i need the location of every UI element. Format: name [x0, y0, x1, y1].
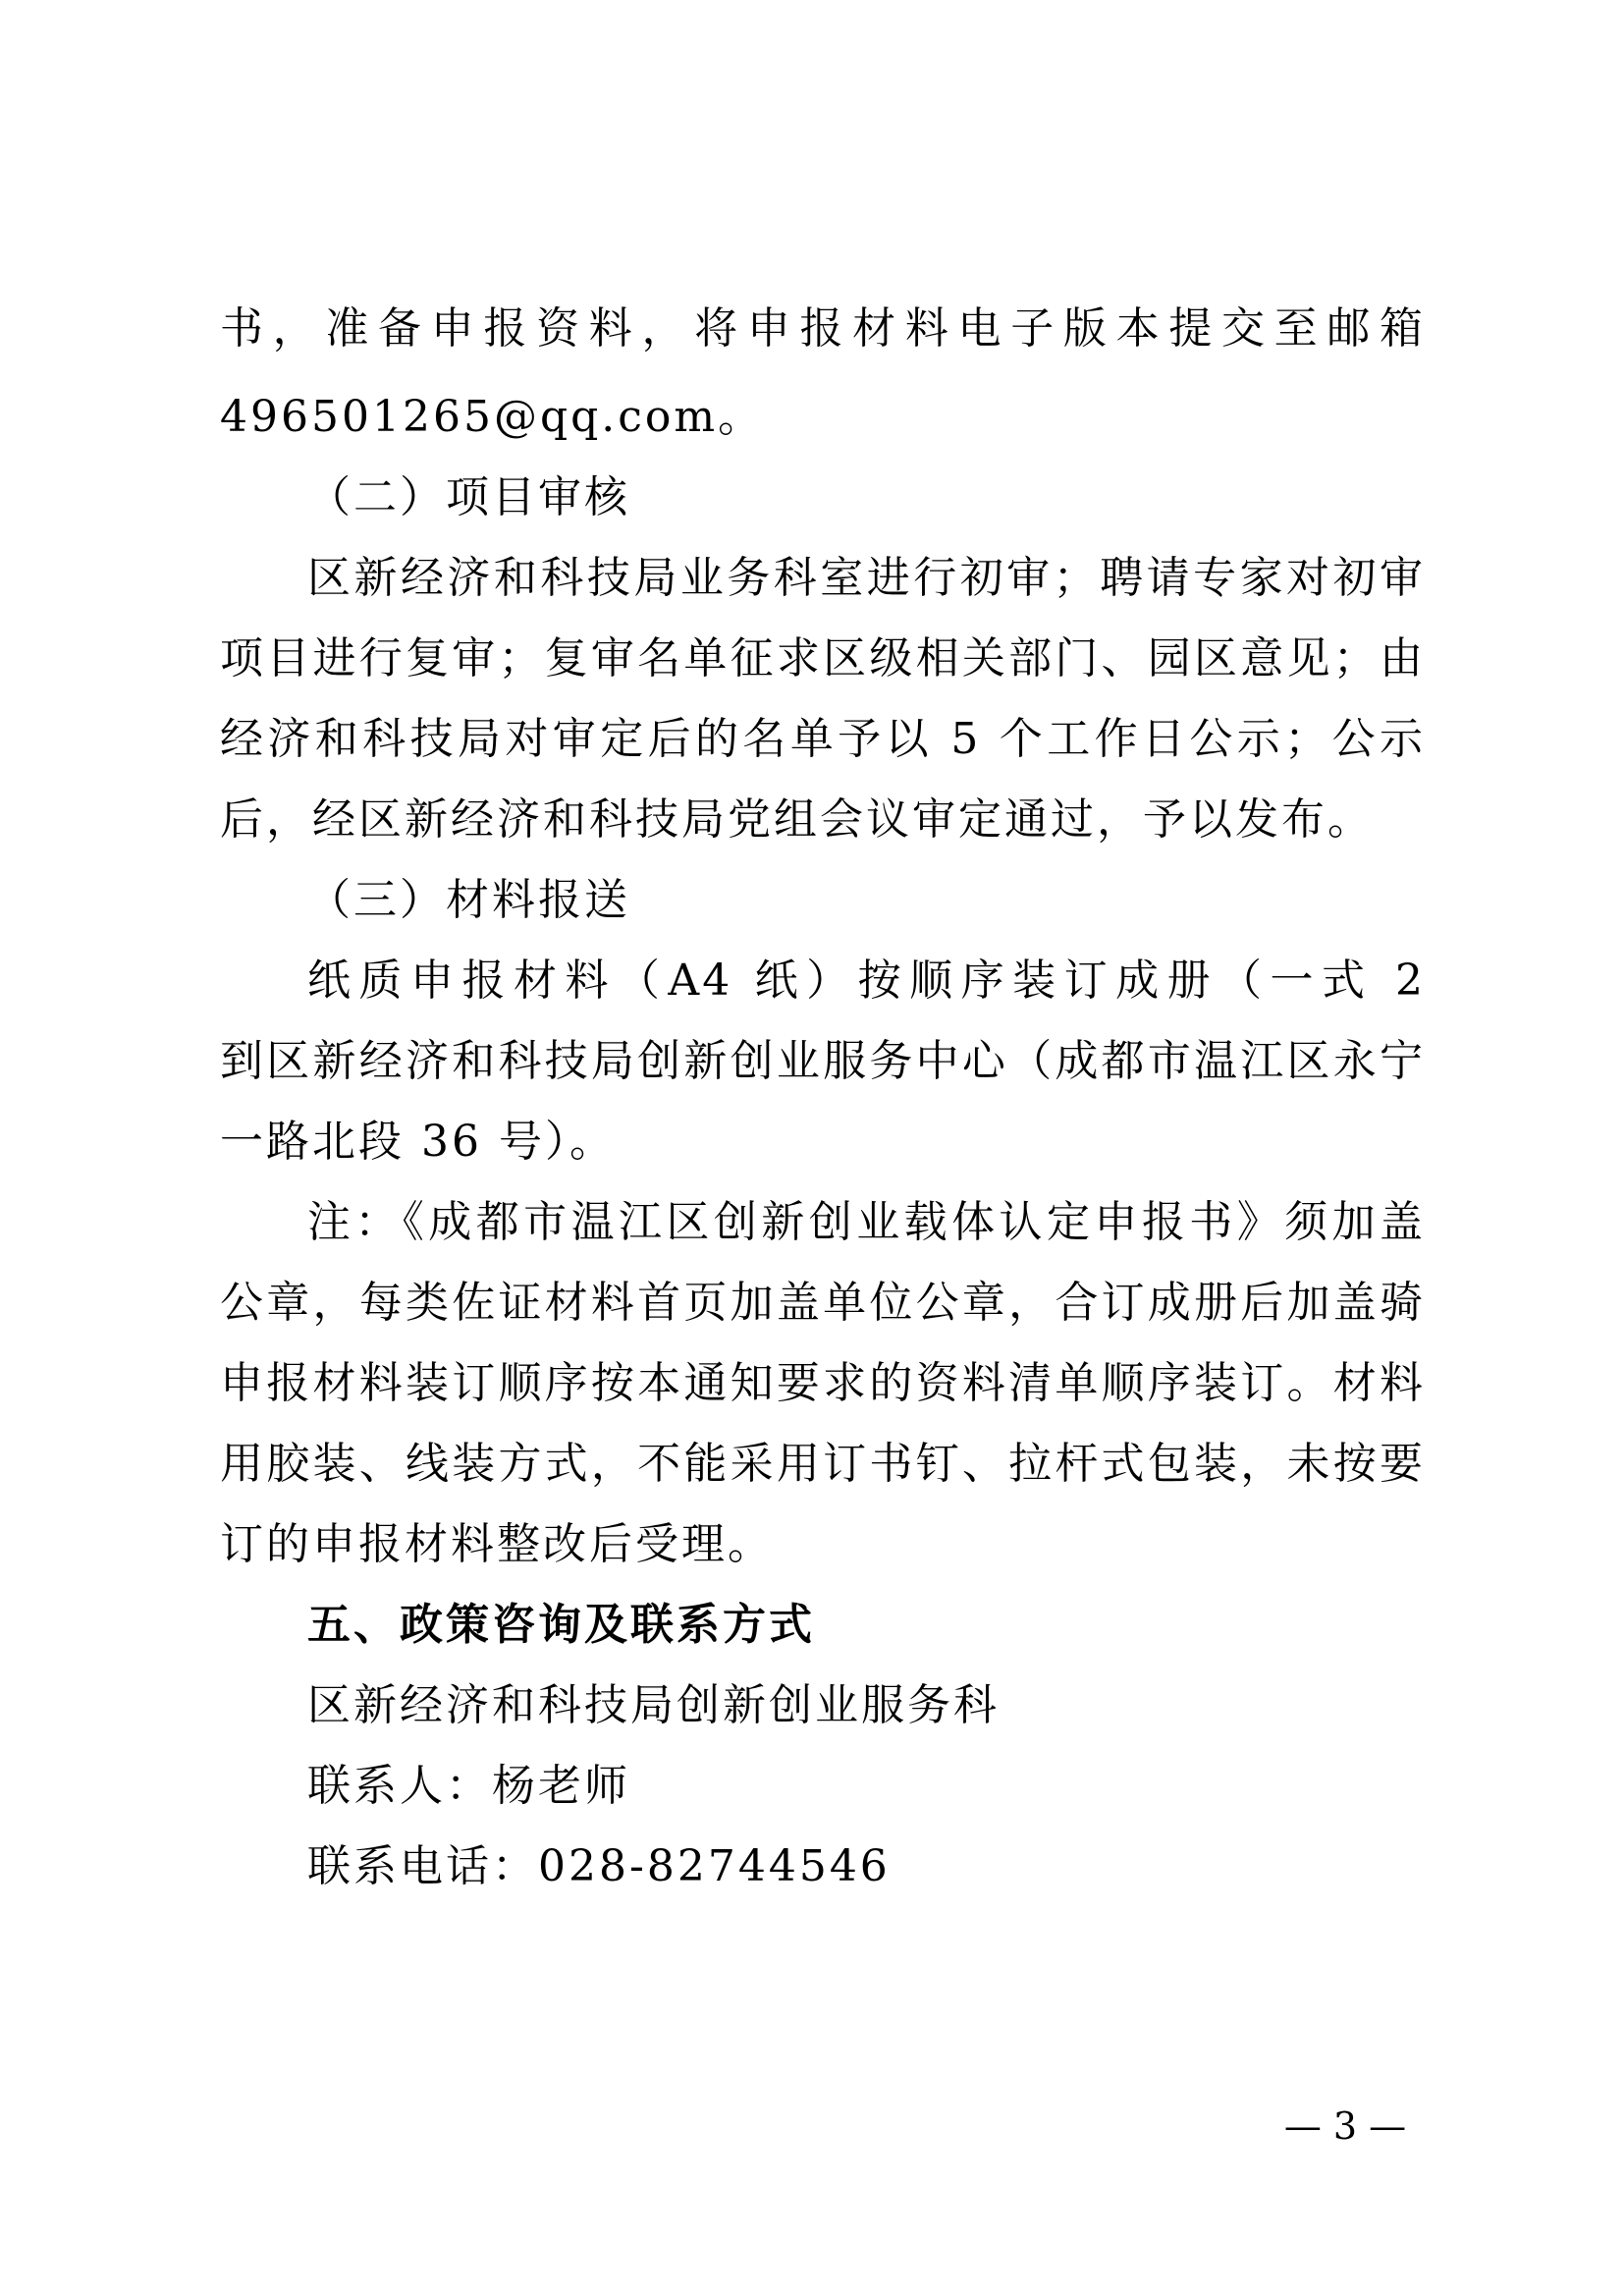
note-line: 公章，每类佐证材料首页加盖单位公章，合订成册后加盖骑	[220, 1278, 1426, 1328]
contact-phone: 联系电话：028-82744546	[307, 1841, 891, 1891]
paragraph-line: 一路北段 36 号）。	[220, 1117, 616, 1167]
paragraph-line: 后，经区新经济和科技局党组会议审定通过，予以发布。	[220, 794, 1374, 845]
paragraph-line: 区新经济和科技局业务科室进行初审；聘请专家对初审	[307, 553, 1426, 603]
note-line: 用胶装、线装方式，不能采用订书钉、拉杆式包装，未按要	[220, 1439, 1426, 1489]
contact-department: 区新经济和科技局创新创业服务科	[307, 1680, 1000, 1730]
subsection-heading-submission: （三）材料报送	[307, 875, 630, 925]
note-line: 申报材料装订顺序按本通知要求的资料清单顺序装订。材料	[220, 1358, 1426, 1408]
paragraph-line: 到区新经济和科技局创新创业服务中心（成都市温江区永宁	[220, 1036, 1426, 1086]
subsection-heading-review: （二）项目审核	[307, 472, 630, 522]
contact-person: 联系人：杨老师	[307, 1761, 630, 1811]
paragraph-line: 项目进行复审；复审名单征求区级相关部门、园区意见；由	[220, 633, 1426, 683]
email-address: 496501265@qq.com。	[220, 392, 765, 442]
page-number: — 3 —	[1283, 2104, 1407, 2148]
paragraph-line: 书，准备申报资料，将申报材料电子版本提交至邮箱	[220, 303, 1426, 354]
paragraph-line: 纸质申报材料（A4 纸）按顺序装订成册（一式 2	[307, 956, 1426, 1006]
note-line: 订的申报材料整改后受理。	[220, 1519, 774, 1569]
paragraph-line: 经济和科技局对审定后的名单予以 5 个工作日公示；公示	[220, 714, 1426, 764]
section-heading-contact: 五、政策咨询及联系方式	[307, 1600, 815, 1650]
note-line: 注：《成都市温江区创新创业载体认定申报书》须加盖	[307, 1197, 1426, 1247]
